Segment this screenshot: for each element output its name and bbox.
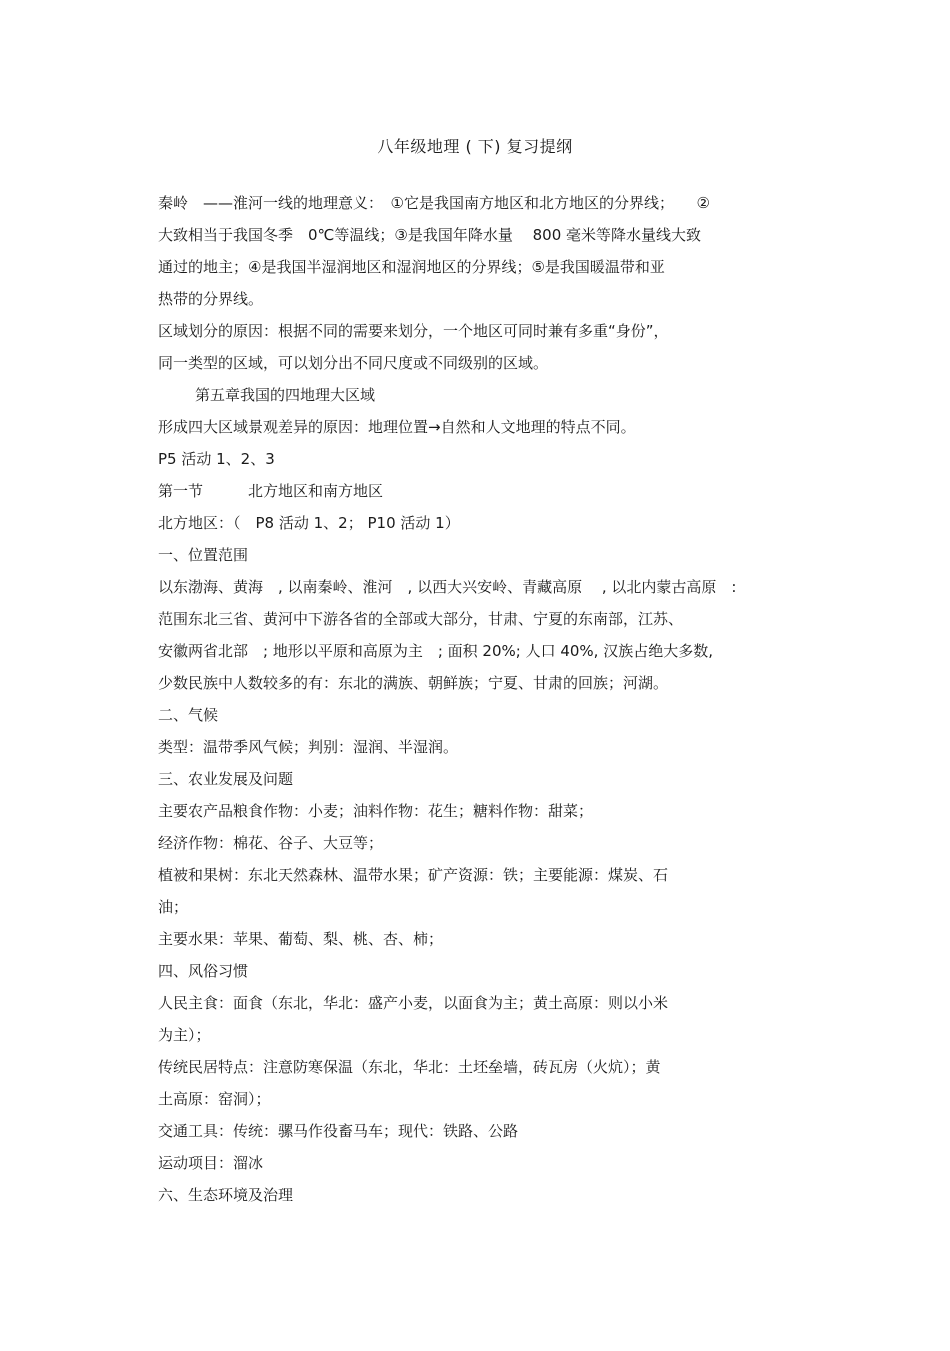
text-line: 通过的地主；④是我国半湿润地区和湿润地区的分界线；⑤是我国暖温带和亚 [158, 258, 665, 276]
section-heading: 第一节 北方地区和南方地区 [158, 482, 384, 500]
text-line: 类型：温带季风气候；判别：湿润、半湿润。 [158, 738, 459, 756]
text-line: 安徽两省北部 ; 地形以平原和高原为主 ; 面积 20%; 人口 40%, 汉族占绝大多数, [158, 642, 713, 660]
text-line: 区域划分的原因：根据不同的需要来划分，一个地区可同时兼有多重“身份”， [158, 322, 669, 340]
text-line: 土高原：窑洞）； [158, 1090, 271, 1108]
text-line: 交通工具：传统：骡马作役畜马车；现代：铁路、公路 [158, 1122, 519, 1140]
text-line: 运动项目：溜冰 [158, 1154, 264, 1172]
chapter-heading: 第五章我国的四地理大区域 [195, 386, 376, 404]
text-line: P5 活动 1、2、3 [158, 450, 275, 468]
text-line: 形成四大区域景观差异的原因：地理位置→自然和人文地理的特点不同。 [158, 418, 636, 436]
text-line: 热带的分界线。 [158, 290, 264, 308]
text-line: 油； [158, 898, 189, 916]
subsection-heading: 四、风俗习惯 [158, 962, 249, 980]
text-line: 人民主食：面食（东北，华北：盛产小麦，以面食为主；黄土高原：则以小米 [158, 994, 669, 1012]
text-line: 少数民族中人数较多的有：东北的满族、朝鲜族；宁夏、甘肃的回族；河湖。 [158, 674, 669, 692]
text-line: 主要农产品粮食作物：小麦；油料作物：花生；糖料作物：甜菜； [158, 802, 594, 820]
text-line: 同一类型的区域，可以划分出不同尺度或不同级别的区域。 [158, 354, 549, 372]
text-line: 传统民居特点：注意防寒保温（东北，华北：土坯垒墙，砖瓦房（火炕）；黄 [158, 1058, 661, 1076]
text-line: 范围东北三省、黄河中下游各省的全部或大部分，甘肃、宁夏的东南部，江苏、 [158, 610, 684, 628]
text-line: 为主）； [158, 1026, 211, 1044]
document-title: 八年级地理 ( 下) 复习提纲 [377, 137, 573, 156]
text-line: 以东渤海、黄海 , 以南秦岭、淮河 , 以西大兴安岭、青藏高原 , 以北内蒙古高原 : [158, 578, 737, 596]
text-line: 植被和果树：东北天然森林、温带水果；矿产资源：铁；主要能源：煤炭、石 [158, 866, 669, 884]
subsection-heading: 三、农业发展及问题 [158, 770, 294, 788]
subsection-heading: 一、位置范围 [158, 546, 249, 564]
text-line: 秦岭 ——淮河一线的地理意义： ①它是我国南方地区和北方地区的分界线； ② [158, 194, 710, 212]
text-line: 大致相当于我国冬季 0℃等温线；③是我国年降水量 800 毫米等降水量线大致 [158, 226, 702, 244]
subsection-heading: 二、气候 [158, 706, 219, 724]
subsection-heading: 六、生态环境及治理 [158, 1186, 294, 1204]
text-line: 经济作物：棉花、谷子、大豆等； [158, 834, 384, 852]
text-line: 主要水果：苹果、葡萄、梨、桃、杏、柿； [158, 930, 444, 948]
text-line: 北方地区：（ P8 活动 1、2； P10 活动 1） [158, 514, 460, 532]
